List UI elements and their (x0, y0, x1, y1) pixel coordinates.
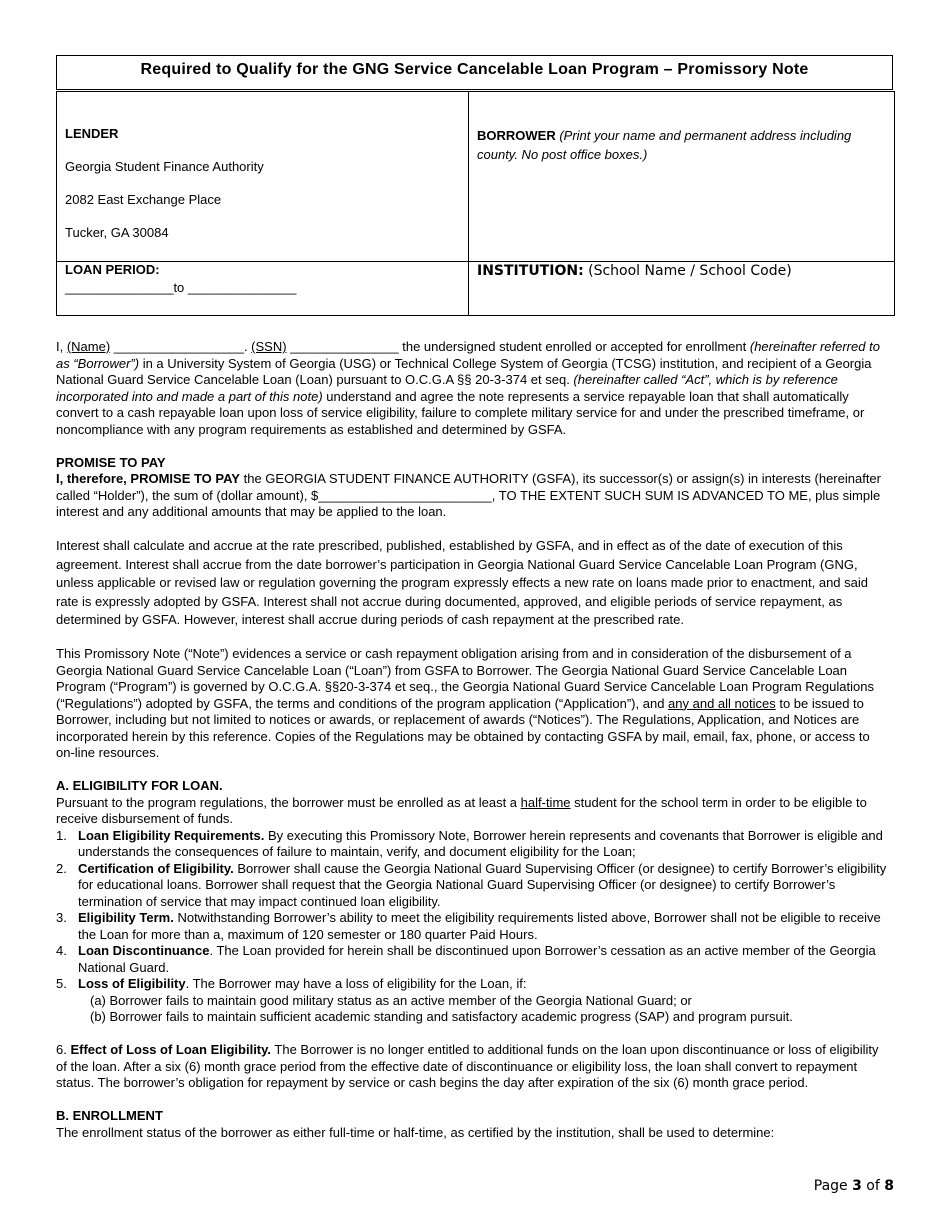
list-item: 4. Loan Discontinuance. The Loan provided for herein shall be discontinued upon Borrower’s cessation as an active member of the Georgia National Guard. (56, 943, 876, 975)
note-body (56, 339, 892, 1141)
section-b-text: The enrollment status of the borrower as either full-time or half-time, as certified by the institution, shall be used to determine: (56, 1124, 775, 1140)
lender-cell (57, 92, 469, 262)
note-paragraph: This Promissory Note (“Note”) evidences a service or cash repayment obligation arising from and in consideration of the disbursement of a Georgia National Guard Service Cancelable Loan (“Loan”) from GSFA to Borrower. The Georgia National Guard Service Cancelable Loan Program (“Program”) is governed by O.C.G.A. §§20-3-374 et seq., the Georgia National Guard Service Cancelable Loan Program Regulations (“Regulations”) adopted by GSFA, the terms and conditions of the program application (“Application”), and any and all notices to be issued to Borrower, including but not limited to notices or awards, or replacement of awards (“Notices”). The Regulations, Application, and Notices are incorporated herein by this reference. Copies of the Regulations may be obtained by contacting GSFA by mail, email, fax, phone, or access to on-line resources. (56, 646, 874, 760)
lender-address2: Tucker, GA 30084 (65, 225, 169, 240)
loan-period-line: _______________to _______________ (65, 280, 297, 295)
loan-period-cell[interactable] (57, 262, 469, 316)
lender-label: LENDER (65, 126, 119, 141)
lender-name: Georgia Student Finance Authority (65, 159, 264, 174)
sub-item-a: (a) Borrower fails to maintain good military status as an active member of the Georgia National Guard; or (90, 992, 692, 1008)
document-title: Required to Qualify for the GNG Service Cancelable Loan Program – Promissory Note (56, 55, 893, 90)
parties-table (56, 91, 895, 316)
list-item: 5. Loss of Eligibility. The Borrower may have a loss of eligibility for the Loan, if: (a) Borrower fails to maintain good military status as an active member of the Georgia National Guard; or (b) Borrower fails to maintain sufficient academic standing and satisfactory academic progress (SAP) and program pursuit. (56, 976, 892, 1026)
borrower-instructions: (Print your name and permanent address including county. No post office boxes.) (477, 128, 852, 162)
promise-paragraph: I, therefore, PROMISE TO PAY the GEORGIA STUDENT FINANCE AUTHORITY (GSFA), its successor(s) or assign(s) in interests (hereinafter called “Holder”), the sum of (dollar amount), $________________________, TO THE EXTENT SUCH SUM IS ADVANCED TO ME, plus simple interest and any additional amounts that may be applied to the loan. (56, 471, 881, 519)
section-b-heading: B. ENROLLMENT (56, 1108, 163, 1123)
eligibility-list (56, 828, 892, 1026)
interest-paragraph: Interest shall calculate and accrue at the rate prescribed, published, established by GSFA, and in effect as of the date of execution of this agreement. Interest shall accrue from the date borrower’s participation in Georgia National Guard Service Cancelable Loan Program (GNG, unless applicable or revised law or regulation governing the program expressly effects a new rate on loans made prior to enactment, and said rate is expressly adopted by GSFA. Interest shall not accrue during documented, approved, and eligible periods of service repayment, as determined by GSFA. However, interest shall accrue during periods of cash repayment at the prescribed rate. (56, 538, 868, 627)
section-a-heading: A. ELIGIBILITY FOR LOAN. (56, 778, 223, 793)
promise-heading: PROMISE TO PAY (56, 454, 166, 470)
sub-item-b: (b) Borrower fails to maintain sufficient academic standing and satisfactory academic progress (SAP) and program pursuit. (90, 1009, 793, 1024)
institution-label: INSTITUTION: (477, 263, 584, 279)
lender-address1: 2082 East Exchange Place (65, 192, 222, 207)
intro-paragraph: I, (Name) __________________. (SSN) _______________ the undersigned student enrolled or accepted for enrollment (hereinafter referred to as “Borrower”) in a University System of Georgia (USG) or Technical College System of Georgia (TCSG) institution, and recipient of a Georgia National Guard Service Cancelable Loan (Loan) pursuant to O.C.G.A §§ 20-3-374 et seq. (hereinafter called “Act”, which is by reference incorporated into and made a part of this note) understand and agree the note represents a service repayable loan that shall automatically convert to a cash repayable loan upon loss of service eligibility, failure to complete military service for and under the prescribed timeframe, or noncompliance with any program requirements as established and determined by GSFA. (56, 339, 880, 437)
loan-period-label: LOAN PERIOD: (65, 262, 160, 277)
name-field-label: (Name) (66, 339, 111, 354)
list-item: 3. Eligibility Term. Notwithstanding Borrower’s ability to meet the eligibility requirements listed above, Borrower shall not be eligible to receive the Loan for more than a, maximum of 120 semester or 180 quarter Paid Hours. (56, 910, 881, 942)
institution-cell[interactable] (469, 262, 895, 316)
institution-hint: (School Name / School Code) (588, 263, 792, 279)
list-item: 1. Loan Eligibility Requirements. By executing this Promissory Note, Borrower herein represents and covenants that Borrower is eligible and understands the consequences of failure to maintain, verify, and document eligibility for the Loan; (56, 827, 883, 859)
borrower-cell[interactable] (469, 92, 895, 262)
ssn-field-label: (SSN) (251, 339, 287, 354)
loss-eligibility-paragraph: 6. Effect of Loss of Loan Eligibility. The Borrower is no longer entitled to additional funds on the loan upon discontinuance or loss of eligibility of the loan. After a six (6) month grace period from the effective date of discontinuance or eligibility loss, the loan shall convert to repayment status. The borrower’s obligation for repayment by service or cash begins the day after expiration of the six (6) month grace period. (56, 1042, 879, 1090)
page-number: Page 3 of 8 (813, 1178, 894, 1194)
list-item: 2. Certification of Eligibility. Borrower shall cause the Georgia National Guard Supervising Officer (or designee) to certify Borrower’s eligibility for educational loans. Borrower shall request that the Georgia National Guard Supervising Officer (or designee) to certify Borrower’s termination of service that may impact continued loan eligibility. (56, 860, 887, 909)
section-a-intro: Pursuant to the program regulations, the borrower must be enrolled as at least a half-time student for the school term in order to be eligible to receive disbursement of funds. (56, 794, 867, 826)
borrower-label: BORROWER (477, 128, 556, 143)
